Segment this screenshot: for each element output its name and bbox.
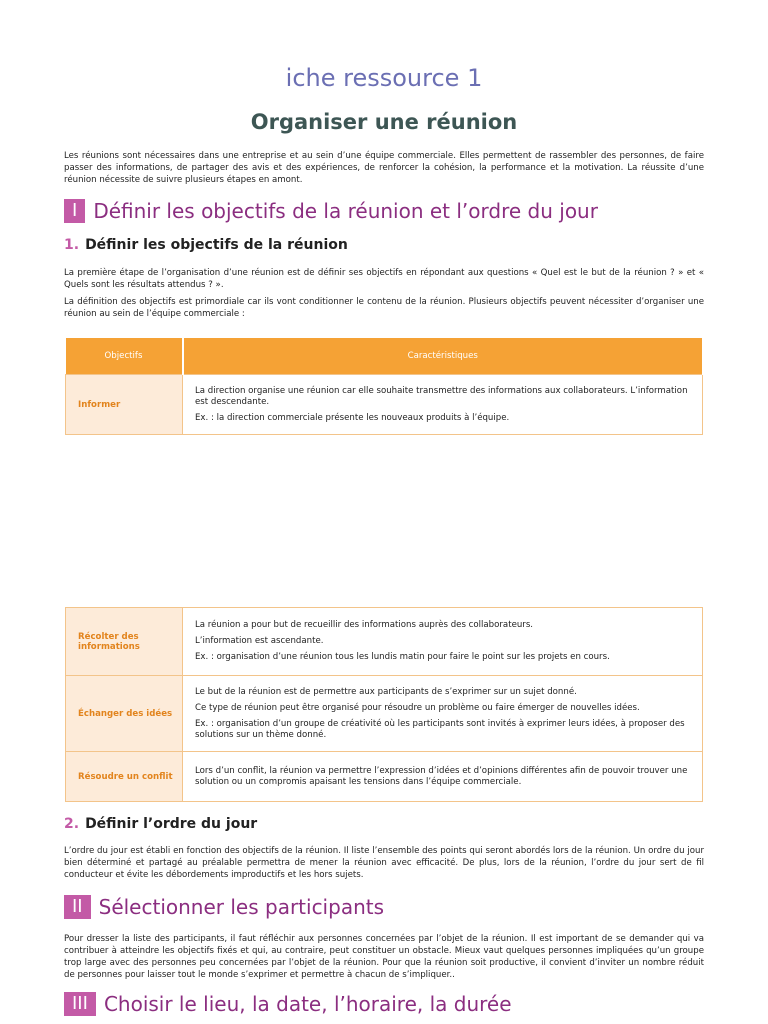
row-line: L’information est ascendante. (195, 636, 324, 646)
row-line: Ce type de réunion peut être organisé pour résoudre un problème ou faire émerger de nouvelles idées. (195, 702, 640, 713)
objectives-paragraph-2: La définition des objectifs est primordiale car ils vont conditionner le contenu de la réunion. Plusieurs objectifs peuvent nécessiter d’organiser une réunion au sein de l’équipe commerciale : (64, 297, 704, 319)
objectives-paragraph-1: La première étape de l’organisation d’une réunion est de définir ses objectifs en répondant aux questions « Quel est le but de la réunion ? » et « Quels sont les résultats attendus ? ». (64, 268, 704, 290)
section-1-heading (64, 198, 598, 224)
subsection-2-number: 2. (64, 816, 80, 832)
row-description (183, 608, 703, 676)
row-label: Récolter des informations (66, 608, 183, 676)
row-line: Lors d’un conflit, la réunion va permettre l’expression d’idées et d’opinions différentes afin de pouvoir trouver une solution ou un compromis apaisant les tensions dans l’équipe commerciale. (195, 765, 688, 787)
section-2-heading (64, 894, 384, 920)
row-label: Informer (66, 375, 183, 435)
row-label: Résoudre un conflit (66, 752, 183, 802)
row-description (183, 752, 703, 802)
intro-paragraph: Les réunions sont nécessaires dans une entreprise et au sein d’une équipe commerciale. Elles permettent de rassembler des personnes, de faire passer des informations, de partager des avis et des expériences, de renforcer la cohésion, la performance et la motivation. La réussite d’une réunion nécessite de suivre plusieurs étapes en amont. (64, 151, 704, 185)
subsection-1-number: 1. (64, 237, 80, 253)
fiche-label: iche ressource 1 (285, 64, 483, 92)
objectives-table-part-1 (65, 338, 703, 435)
column-header-objectifs: Objectifs (66, 338, 183, 375)
subsection-1-heading (64, 237, 348, 253)
section-3-heading (64, 991, 512, 1017)
subsection-2-title: Définir l’ordre du jour (85, 816, 258, 832)
section-1-title: Définir les objectifs de la réunion et l’ordre du jour (93, 199, 598, 223)
row-line: Ex. : organisation d’un groupe de créativité où les participants sont invités à exprimer leurs idées, à proposer des solutions sur un thème donné. (195, 718, 685, 740)
row-label: Échanger des idées (66, 676, 183, 752)
row-description (183, 676, 703, 752)
section-2-number: II (64, 895, 91, 919)
table-row (66, 608, 703, 676)
row-line: Ex. : organisation d’une réunion tous les lundis matin pour faire le point sur les projets en cours. (195, 652, 610, 662)
row-line: La réunion a pour but de recueillir des informations auprès des collaborateurs. (195, 620, 534, 630)
section-2-title: Sélectionner les participants (98, 895, 385, 919)
row-line: Le but de la réunion est de permettre aux participants de s’exprimer sur un sujet donné. (195, 686, 577, 697)
row-line: La direction organise une réunion car elle souhaite transmettre des informations aux collaborateurs. L’information est descendante. (195, 385, 688, 407)
page-title: Organiser une réunion (250, 110, 518, 134)
row-line: Ex. : la direction commerciale présente les nouveaux produits à l’équipe. (195, 412, 510, 423)
section-3-title: Choisir le lieu, la date, l’horaire, la durée (103, 992, 512, 1016)
agenda-paragraph: L’ordre du jour est établi en fonction des objectifs de la réunion. Il liste l’ensemble des points qui seront abordés lors de la réunion. Un ordre du jour bien déterminé et partagé au préalable permettra de mener la réunion avec efficacité. De plus, lors de la réunion, l’ordre du jour sert de fil conducteur et évite les débordements improductifs et les hors sujets. (64, 846, 704, 880)
subsection-2-heading (64, 816, 257, 832)
table-row (66, 375, 703, 435)
table-row (66, 752, 703, 802)
section-3-number: III (64, 992, 96, 1016)
participants-paragraph: Pour dresser la liste des participants, il faut réfléchir aux personnes concernées par l’objet de la réunion. Il est important de se demander qui va contribuer à atteindre les objectifs fixés et qui, au contraire, peut constituer un obstacle. Mieux vaut quelques personnes impliquées qu’un groupe trop large avec des personnes peu concernées par l’objet de la réunion. Pour que la réunion soit productive, il convient d’inviter un nombre réduit de personnes pour laisser tout le monde s’exprimer et permettre à chacun de s’impliquer.. (64, 934, 704, 980)
column-header-caracteristiques: Caractéristiques (183, 338, 703, 375)
row-description (183, 375, 703, 435)
subsection-1-title: Définir les objectifs de la réunion (85, 237, 348, 253)
section-1-number: I (64, 199, 85, 223)
table-row (66, 676, 703, 752)
objectives-table-part-2 (65, 607, 703, 802)
